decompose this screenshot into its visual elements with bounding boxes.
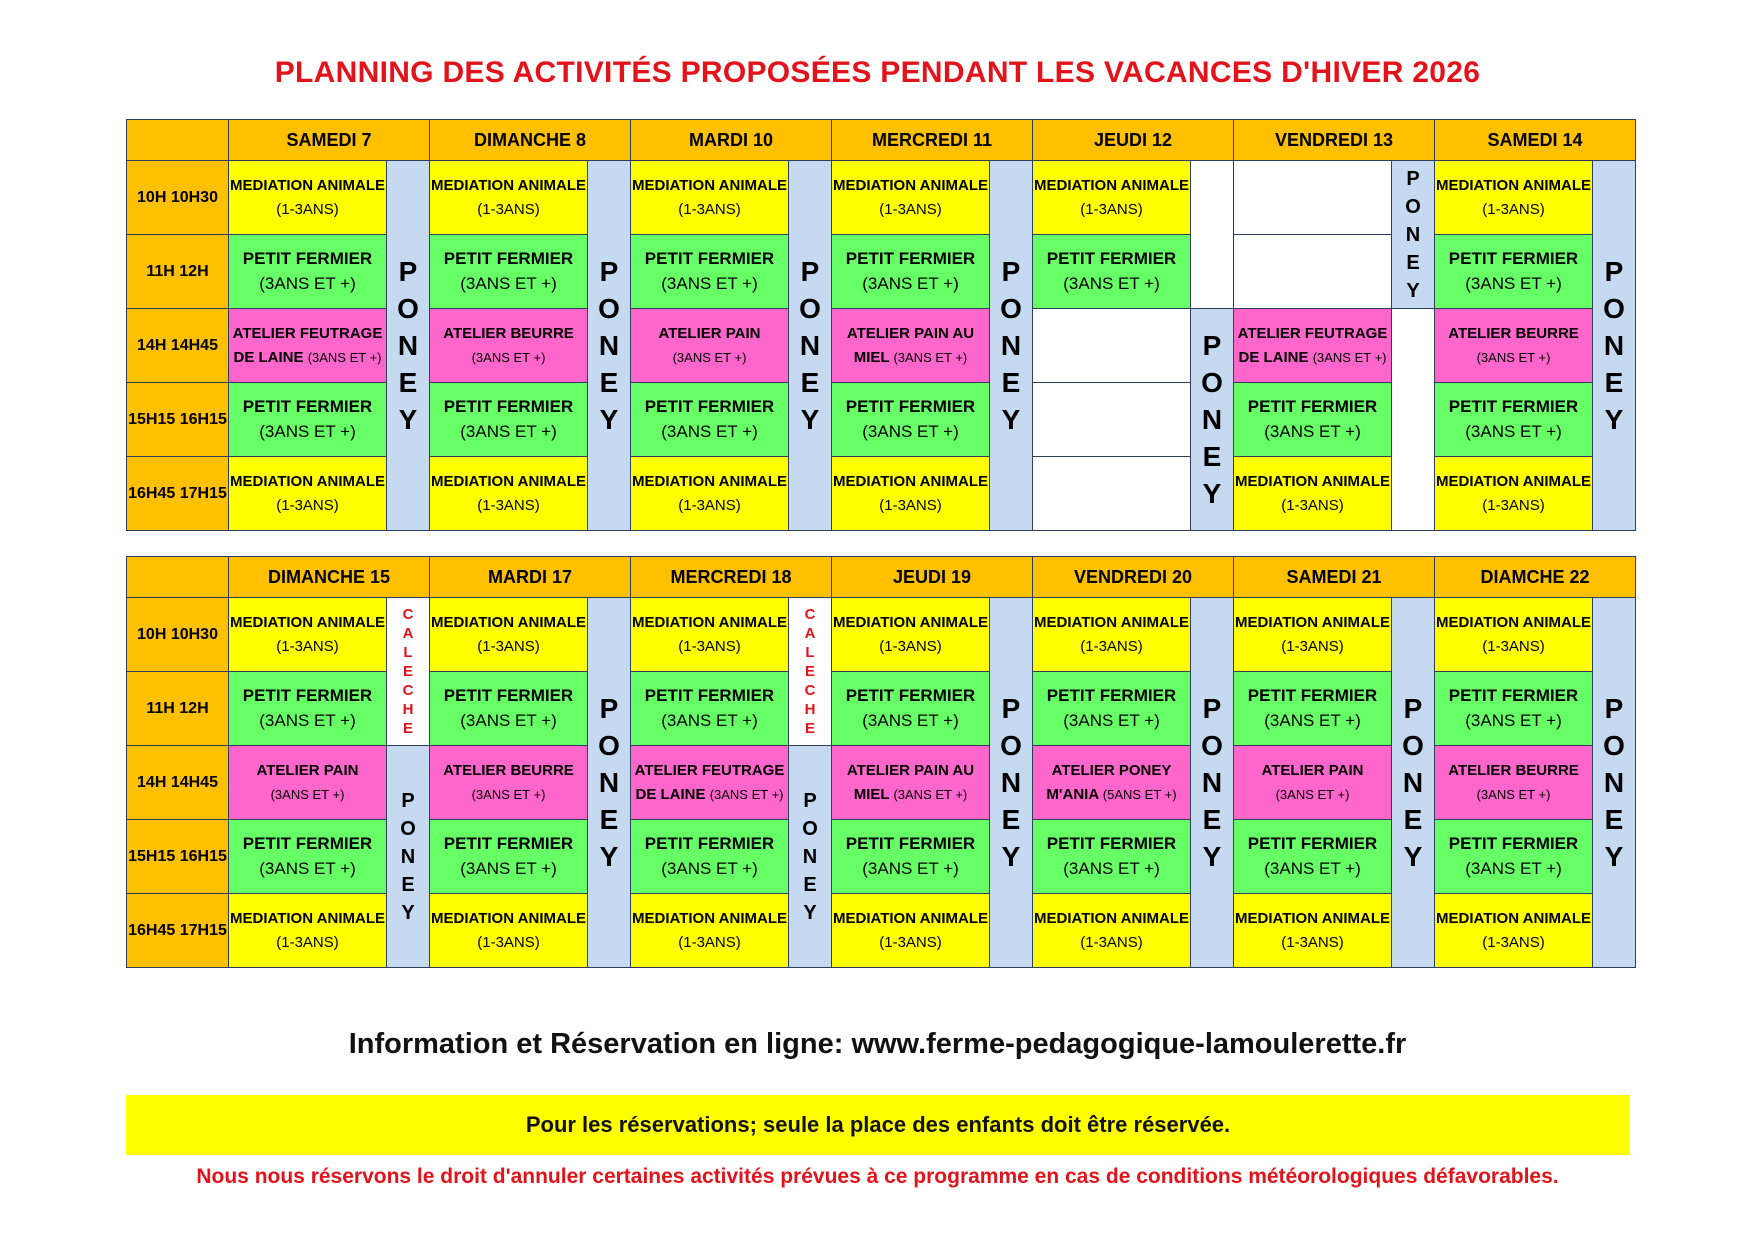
activity-mediation: MEDIATION ANIMALE (1-3ANS): [229, 894, 387, 968]
activity-atelier-feutrage: ATELIER FEUTRAGE DE LAINE (3ANS ET +): [631, 746, 789, 820]
activity-petit-fermier: PETIT FERMIER (3ANS ET +): [1033, 235, 1191, 309]
activity-petit-fermier: PETIT FERMIER (3ANS ET +): [1234, 672, 1392, 746]
time-slot: 14H 14H45: [127, 309, 229, 383]
poney-column: PONEY: [387, 161, 430, 531]
caleche-column: CALECHE: [789, 598, 832, 746]
day-header: MARDI 10: [631, 120, 832, 161]
day-header: DIMANCHE 15: [229, 557, 430, 598]
activity-mediation: MEDIATION ANIMALE (1-3ANS): [631, 457, 789, 531]
corner-cell: [127, 120, 229, 161]
day-header: JEUDI 12: [1033, 120, 1234, 161]
poney-column: PONEY: [588, 598, 631, 968]
day-header: MERCREDI 11: [832, 120, 1033, 161]
time-slot: 11H 12H: [127, 672, 229, 746]
time-slot: 10H 10H30: [127, 598, 229, 672]
poney-column: PONEY: [789, 746, 832, 968]
empty-cell: [1234, 161, 1392, 235]
day-header: JEUDI 19: [832, 557, 1033, 598]
activity-petit-fermier: PETIT FERMIER (3ANS ET +): [631, 820, 789, 894]
reservation-notice: [126, 1095, 1630, 1155]
activity-mediation: MEDIATION ANIMALE (1-3ANS): [229, 457, 387, 531]
activity-mediation: MEDIATION ANIMALE (1-3ANS): [1033, 598, 1191, 672]
activity-petit-fermier: PETIT FERMIER (3ANS ET +): [832, 235, 990, 309]
activity-petit-fermier: PETIT FERMIER (3ANS ET +): [1435, 672, 1593, 746]
activity-mediation: MEDIATION ANIMALE (1-3ANS): [832, 598, 990, 672]
activity-mediation: MEDIATION ANIMALE (1-3ANS): [1435, 598, 1593, 672]
activity-petit-fermier: PETIT FERMIER (3ANS ET +): [631, 672, 789, 746]
poney-column: PONEY: [1593, 598, 1636, 968]
poney-column: PONEY: [789, 161, 832, 531]
empty-cell: [1033, 383, 1191, 457]
time-slot: 15H15 16H15: [127, 820, 229, 894]
activity-petit-fermier: PETIT FERMIER (3ANS ET +): [1234, 820, 1392, 894]
activity-atelier-poney: ATELIER PONEY M'ANIA (5ANS ET +): [1033, 746, 1191, 820]
day-header: SAMEDI 21: [1234, 557, 1435, 598]
activity-mediation: MEDIATION ANIMALE (1-3ANS): [1435, 457, 1593, 531]
activity-petit-fermier: PETIT FERMIER (3ANS ET +): [229, 235, 387, 309]
reservation-notice-text: Pour les réservations; seule la place des enfants doit être réservée.: [525, 1112, 1231, 1137]
poney-column: PONEY: [990, 598, 1033, 968]
activity-atelier-pain: ATELIER PAIN (3ANS ET +): [229, 746, 387, 820]
header-row: [127, 557, 1636, 598]
time-slot: 14H 14H45: [127, 746, 229, 820]
poney-column: PONEY: [1392, 161, 1435, 309]
info-reservation-link[interactable]: Information et Réservation en ligne: www.ferme-pedagogique-lamoulerette.fr: [348, 1028, 1407, 1060]
activity-mediation: MEDIATION ANIMALE (1-3ANS): [229, 161, 387, 235]
poney-column: PONEY: [588, 161, 631, 531]
empty-cell: [1033, 309, 1191, 383]
activity-petit-fermier: PETIT FERMIER (3ANS ET +): [832, 383, 990, 457]
time-slot: 16H45 17H15: [127, 457, 229, 531]
activity-petit-fermier: PETIT FERMIER (3ANS ET +): [229, 672, 387, 746]
activity-mediation: MEDIATION ANIMALE (1-3ANS): [430, 598, 588, 672]
day-header: MARDI 17: [430, 557, 631, 598]
activity-mediation: MEDIATION ANIMALE (1-3ANS): [631, 161, 789, 235]
activity-petit-fermier: PETIT FERMIER (3ANS ET +): [832, 672, 990, 746]
schedule-week-2: [126, 556, 1636, 968]
time-slot: 15H15 16H15: [127, 383, 229, 457]
time-slot: 11H 12H: [127, 235, 229, 309]
schedule-week-1: [126, 119, 1636, 531]
activity-atelier-feutrage: ATELIER FEUTRAGE DE LAINE (3ANS ET +): [229, 309, 387, 383]
activity-atelier-beurre: ATELIER BEURRE (3ANS ET +): [1435, 746, 1593, 820]
activity-atelier-feutrage: ATELIER FEUTRAGE DE LAINE (3ANS ET +): [1234, 309, 1392, 383]
activity-mediation: MEDIATION ANIMALE (1-3ANS): [1033, 894, 1191, 968]
poney-column: PONEY: [1392, 598, 1435, 968]
activity-petit-fermier: PETIT FERMIER (3ANS ET +): [1033, 820, 1191, 894]
time-row: [127, 309, 1636, 383]
poney-column: PONEY: [1593, 161, 1636, 531]
poney-column: PONEY: [387, 746, 430, 968]
activity-petit-fermier: PETIT FERMIER (3ANS ET +): [1435, 235, 1593, 309]
activity-mediation: MEDIATION ANIMALE (1-3ANS): [832, 894, 990, 968]
day-header: VENDREDI 20: [1033, 557, 1234, 598]
activity-mediation: MEDIATION ANIMALE (1-3ANS): [832, 457, 990, 531]
activity-atelier-pain: ATELIER PAIN (3ANS ET +): [631, 309, 789, 383]
time-row: [127, 598, 1636, 672]
activity-petit-fermier: PETIT FERMIER (3ANS ET +): [229, 820, 387, 894]
day-header: DIAMCHE 22: [1435, 557, 1636, 598]
empty-cell: [1234, 235, 1392, 309]
day-header: SAMEDI 14: [1435, 120, 1636, 161]
activity-mediation: MEDIATION ANIMALE (1-3ANS): [430, 161, 588, 235]
activity-petit-fermier: PETIT FERMIER (3ANS ET +): [1234, 383, 1392, 457]
page-title: PLANNING DES ACTIVITÉS PROPOSÉES PENDANT LES VACANCES D'HIVER 2026: [274, 56, 1481, 89]
activity-petit-fermier: PETIT FERMIER (3ANS ET +): [832, 820, 990, 894]
weather-warning: Nous nous réservons le droit d'annuler certaines activités prévues à ce programme en cas de conditions météorologiques défavorables.: [196, 1165, 1559, 1188]
activity-petit-fermier: PETIT FERMIER (3ANS ET +): [631, 235, 789, 309]
poney-column: PONEY: [990, 161, 1033, 531]
activity-mediation: MEDIATION ANIMALE (1-3ANS): [1435, 161, 1593, 235]
activity-atelier-pain-miel: ATELIER PAIN AU MIEL (3ANS ET +): [832, 746, 990, 820]
header-row: [127, 120, 1636, 161]
activity-atelier-beurre: ATELIER BEURRE (3ANS ET +): [1435, 309, 1593, 383]
poney-column: PONEY: [1191, 598, 1234, 968]
activity-atelier-beurre: ATELIER BEURRE (3ANS ET +): [430, 309, 588, 383]
activity-mediation: MEDIATION ANIMALE (1-3ANS): [631, 894, 789, 968]
empty-cell: [1033, 457, 1191, 531]
time-row: [127, 161, 1636, 235]
empty-cell: [1392, 309, 1435, 531]
activity-petit-fermier: PETIT FERMIER (3ANS ET +): [1435, 383, 1593, 457]
activity-mediation: MEDIATION ANIMALE (1-3ANS): [1234, 894, 1392, 968]
time-slot: 16H45 17H15: [127, 894, 229, 968]
caleche-column: CALECHE: [387, 598, 430, 746]
activity-petit-fermier: PETIT FERMIER (3ANS ET +): [1435, 820, 1593, 894]
activity-mediation: MEDIATION ANIMALE (1-3ANS): [229, 598, 387, 672]
corner-cell: [127, 557, 229, 598]
activity-mediation: MEDIATION ANIMALE (1-3ANS): [1033, 161, 1191, 235]
activity-mediation: MEDIATION ANIMALE (1-3ANS): [430, 457, 588, 531]
activity-atelier-beurre: ATELIER BEURRE (3ANS ET +): [430, 746, 588, 820]
day-header: DIMANCHE 8: [430, 120, 631, 161]
activity-mediation: MEDIATION ANIMALE (1-3ANS): [430, 894, 588, 968]
activity-petit-fermier: PETIT FERMIER (3ANS ET +): [229, 383, 387, 457]
activity-petit-fermier: PETIT FERMIER (3ANS ET +): [631, 383, 789, 457]
activity-petit-fermier: PETIT FERMIER (3ANS ET +): [1033, 672, 1191, 746]
day-header: SAMEDI 7: [229, 120, 430, 161]
activity-mediation: MEDIATION ANIMALE (1-3ANS): [1234, 457, 1392, 531]
activity-mediation: MEDIATION ANIMALE (1-3ANS): [832, 161, 990, 235]
activity-atelier-pain-miel: ATELIER PAIN AU MIEL (3ANS ET +): [832, 309, 990, 383]
activity-petit-fermier: PETIT FERMIER (3ANS ET +): [430, 672, 588, 746]
activity-mediation: MEDIATION ANIMALE (1-3ANS): [631, 598, 789, 672]
day-header: VENDREDI 13: [1234, 120, 1435, 161]
activity-mediation: MEDIATION ANIMALE (1-3ANS): [1234, 598, 1392, 672]
poney-column: PONEY: [1191, 309, 1234, 531]
activity-petit-fermier: PETIT FERMIER (3ANS ET +): [430, 820, 588, 894]
activity-atelier-pain: ATELIER PAIN (3ANS ET +): [1234, 746, 1392, 820]
day-header: MERCREDI 18: [631, 557, 832, 598]
activity-mediation: MEDIATION ANIMALE (1-3ANS): [1435, 894, 1593, 968]
empty-cell: [1191, 161, 1234, 309]
time-slot: 10H 10H30: [127, 161, 229, 235]
activity-petit-fermier: PETIT FERMIER (3ANS ET +): [430, 383, 588, 457]
activity-petit-fermier: PETIT FERMIER (3ANS ET +): [430, 235, 588, 309]
